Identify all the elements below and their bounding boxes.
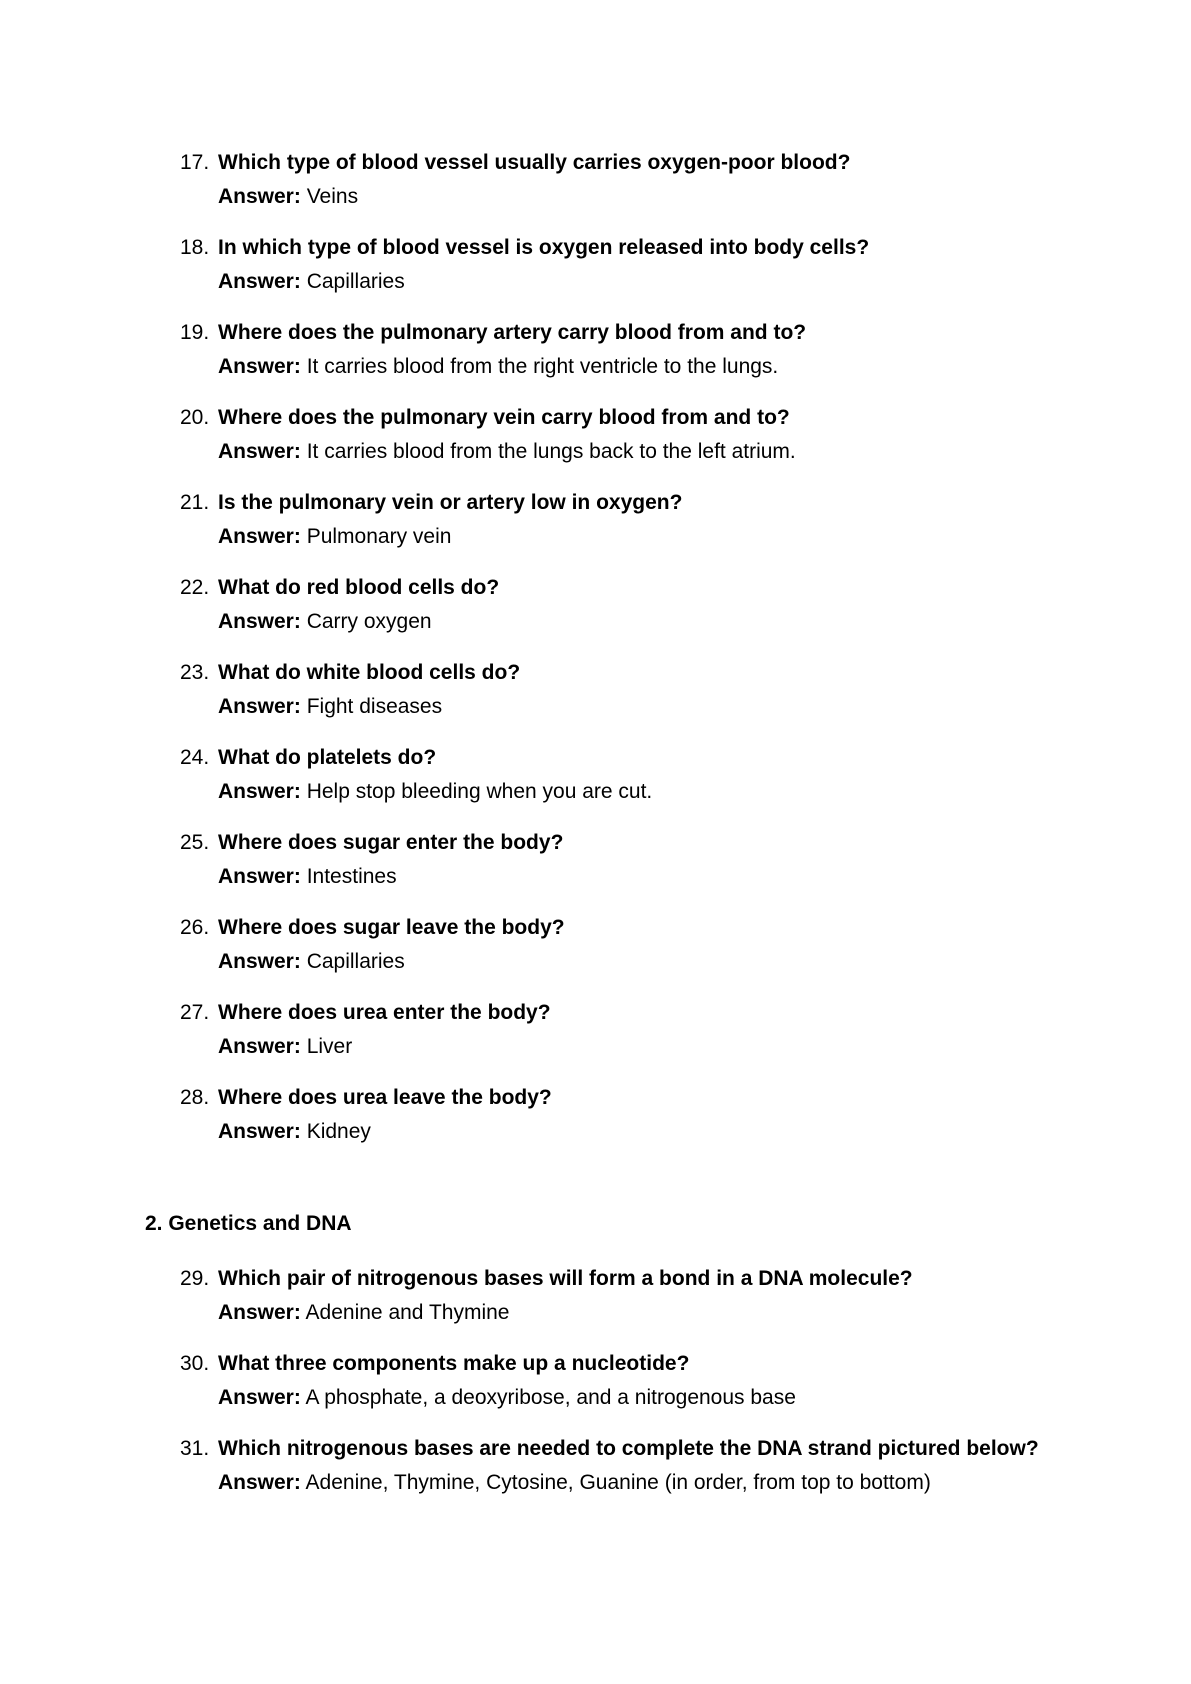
answer-line (218, 860, 1080, 894)
answer-text: Adenine and Thymine (305, 1301, 510, 1324)
answer-label: Answer: (218, 1386, 301, 1409)
answer-label: Answer: (218, 695, 301, 718)
answer-line (218, 520, 1080, 554)
answer-line (218, 180, 1080, 214)
question-text: What do white blood cells do? (218, 661, 521, 684)
question-number: 30. (180, 1352, 210, 1375)
qa-item-30 (180, 1347, 1080, 1415)
answer-text: It carries blood from the right ventricle to the lungs. (306, 355, 779, 378)
answer-line (218, 775, 1080, 809)
answer-label: Answer: (218, 440, 301, 463)
answer-text: Liver (306, 1035, 353, 1058)
answer-text: Veins (306, 185, 359, 208)
answer-label: Answer: (218, 1035, 301, 1058)
question-text: Where does urea leave the body? (218, 1086, 552, 1109)
qa-item-22 (180, 571, 1080, 639)
answer-text: Carry oxygen (306, 610, 432, 633)
qa-item-27 (180, 996, 1080, 1064)
question-number: 29. (180, 1267, 210, 1290)
answer-label: Answer: (218, 525, 301, 548)
question-text: Which nitrogenous bases are needed to complete the DNA strand pictured below? (218, 1437, 1039, 1460)
question-number: 25. (180, 831, 210, 854)
qa-item-20 (180, 401, 1080, 469)
qa-item-24 (180, 741, 1080, 809)
answer-label: Answer: (218, 780, 301, 803)
question-text: What do platelets do? (218, 746, 437, 769)
question-text: Where does sugar enter the body? (218, 831, 564, 854)
qa-item-23 (180, 656, 1080, 724)
qa-item-31 (180, 1432, 1080, 1500)
question-text: What three components make up a nucleotide? (218, 1352, 690, 1375)
question-number: 18. (180, 236, 210, 259)
answer-line (218, 690, 1080, 724)
qa-item-21 (180, 486, 1080, 554)
question-text: Where does the pulmonary vein carry blood from and to? (218, 406, 790, 429)
answer-label: Answer: (218, 355, 301, 378)
qa-list-circulation (180, 146, 1080, 1166)
question-text: Where does the pulmonary artery carry blood from and to? (218, 321, 807, 344)
question-number: 26. (180, 916, 210, 939)
question-number: 21. (180, 491, 210, 514)
answer-label: Answer: (218, 270, 301, 293)
question-number: 23. (180, 661, 210, 684)
question-number: 20. (180, 406, 210, 429)
answer-line (218, 1115, 1080, 1149)
question-number: 17. (180, 151, 210, 174)
qa-item-17 (180, 146, 1080, 214)
answer-label: Answer: (218, 1301, 301, 1324)
answer-text: Help stop bleeding when you are cut. (306, 780, 653, 803)
answer-text: A phosphate, a deoxyribose, and a nitrogenous base (305, 1386, 796, 1409)
answer-label: Answer: (218, 185, 301, 208)
answer-text: Fight diseases (306, 695, 443, 718)
answer-line (218, 1466, 1080, 1500)
answer-line (218, 265, 1080, 299)
question-text: Is the pulmonary vein or artery low in oxygen? (218, 491, 683, 514)
question-number: 31. (180, 1437, 210, 1460)
question-number: 27. (180, 1001, 210, 1024)
answer-text: Capillaries (306, 950, 405, 973)
answer-line (218, 945, 1080, 979)
answer-text: Pulmonary vein (306, 525, 452, 548)
answer-label: Answer: (218, 610, 301, 633)
answer-text: Intestines (306, 865, 397, 888)
question-text: Where does sugar leave the body? (218, 916, 565, 939)
question-text: Which type of blood vessel usually carries oxygen-poor blood? (218, 151, 851, 174)
answer-text: It carries blood from the lungs back to the left atrium. (306, 440, 796, 463)
answer-text: Kidney (306, 1120, 371, 1143)
qa-item-25 (180, 826, 1080, 894)
question-number: 24. (180, 746, 210, 769)
answer-line (218, 1030, 1080, 1064)
answer-line (218, 1381, 1080, 1415)
answer-text: Adenine, Thymine, Cytosine, Guanine (in order, from top to bottom) (305, 1471, 931, 1494)
question-number: 19. (180, 321, 210, 344)
question-number: 22. (180, 576, 210, 599)
answer-text: Capillaries (306, 270, 405, 293)
question-text: Where does urea enter the body? (218, 1001, 551, 1024)
qa-item-18 (180, 231, 1080, 299)
answer-line (218, 605, 1080, 639)
answer-label: Answer: (218, 1471, 301, 1494)
answer-label: Answer: (218, 1120, 301, 1143)
answer-line (218, 1296, 1080, 1330)
answer-line (218, 350, 1080, 384)
qa-list-genetics (180, 1262, 1080, 1517)
qa-item-26 (180, 911, 1080, 979)
qa-item-29 (180, 1262, 1080, 1330)
answer-label: Answer: (218, 865, 301, 888)
section-heading-genetics: 2. Genetics and DNA (145, 1212, 352, 1235)
question-text: What do red blood cells do? (218, 576, 500, 599)
question-text: Which pair of nitrogenous bases will form a bond in a DNA molecule? (218, 1267, 913, 1290)
answer-line (218, 435, 1080, 469)
qa-item-19 (180, 316, 1080, 384)
answer-label: Answer: (218, 950, 301, 973)
qa-item-28 (180, 1081, 1080, 1149)
question-text: In which type of blood vessel is oxygen released into body cells? (218, 236, 870, 259)
question-number: 28. (180, 1086, 210, 1109)
